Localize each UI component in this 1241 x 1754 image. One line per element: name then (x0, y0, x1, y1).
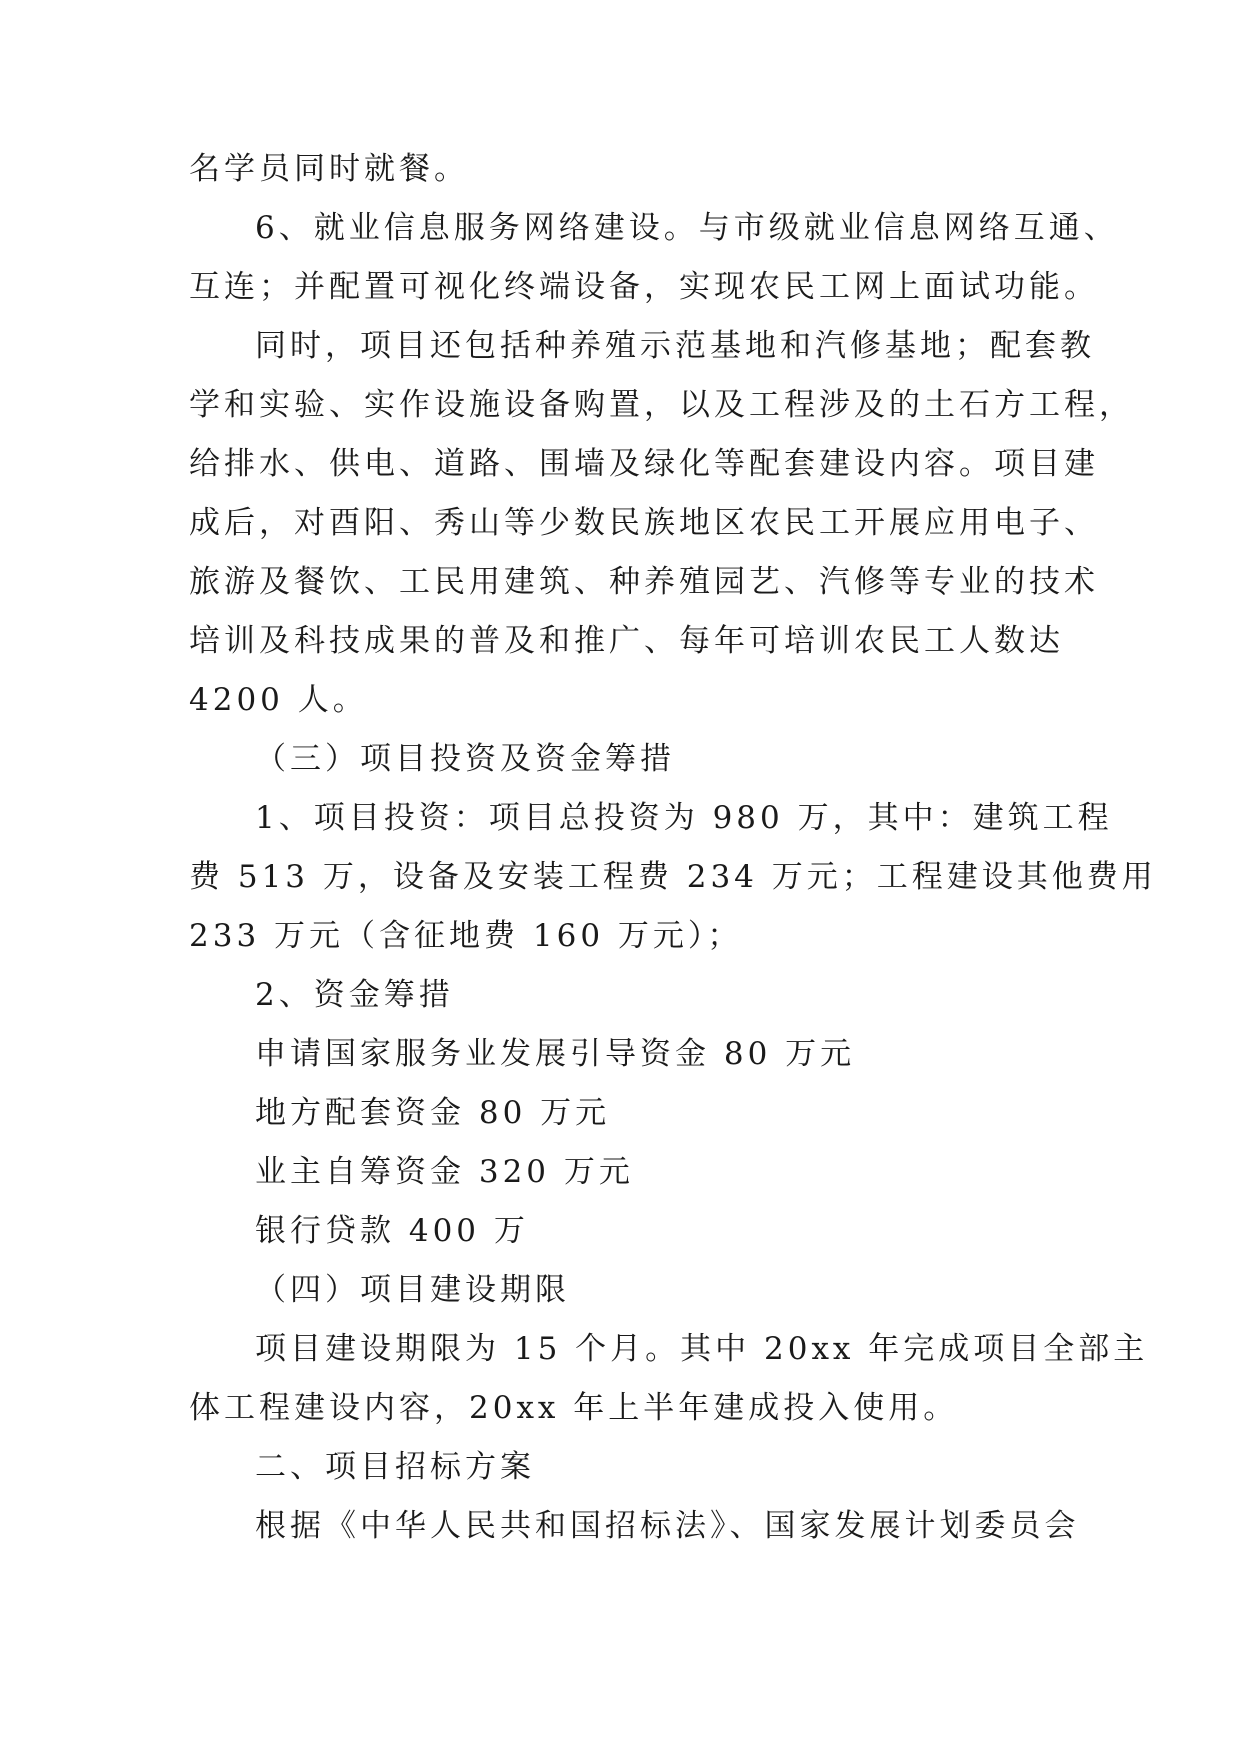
text-line: 233 万元（含征地费 160 万元）； (189, 918, 743, 954)
text-line: 培训及科技成果的普及和推广、每年可培训农民工人数达 (189, 623, 1064, 659)
text-line: 费 513 万，设备及安装工程费 234 万元；工程建设其他费用 (189, 859, 1157, 895)
section-heading: （四）项目建设期限 (255, 1272, 570, 1308)
text-line: 项目建设期限为 15 个月。其中 20xx 年完成项目全部主 (255, 1331, 1149, 1367)
text-line: 体工程建设内容，20xx 年上半年建成投入使用。 (189, 1390, 959, 1426)
text-line: 业主自筹资金 320 万元 (255, 1154, 634, 1190)
section-heading: 二、项目招标方案 (255, 1449, 535, 1485)
text-line: 根据《中华人民共和国招标法》、国家发展计划委员会 (255, 1508, 1080, 1544)
text-line: 申请国家服务业发展引导资金 80 万元 (255, 1036, 856, 1072)
text-line: 旅游及餐饮、工民用建筑、种养殖园艺、汽修等专业的技术 (189, 564, 1099, 600)
text-line: 2、资金筹措 (255, 977, 454, 1013)
text-line: 同时，项目还包括种养殖示范基地和汽修基地；配套教 (255, 328, 1095, 364)
text-line: 给排水、供电、道路、围墙及绿化等配套建设内容。项目建 (189, 446, 1099, 482)
text-line: 1、项目投资：项目总投资为 980 万，其中：建筑工程 (255, 800, 1113, 836)
text-line: 6、就业信息服务网络建设。与市级就业信息网络互通、 (255, 210, 1119, 246)
text-line: 名学员同时就餐。 (189, 151, 469, 187)
text-line: 互连；并配置可视化终端设备，实现农民工网上面试功能。 (189, 269, 1099, 305)
text-line: 成后，对酉阳、秀山等少数民族地区农民工开展应用电子、 (189, 505, 1099, 541)
text-line: 4200 人。 (189, 682, 368, 718)
text-line: 银行贷款 400 万 (255, 1213, 529, 1249)
section-heading: （三）项目投资及资金筹措 (255, 741, 675, 777)
text-line: 地方配套资金 80 万元 (255, 1095, 611, 1131)
text-line: 学和实验、实作设施设备购置，以及工程涉及的土石方工程， (189, 387, 1134, 423)
